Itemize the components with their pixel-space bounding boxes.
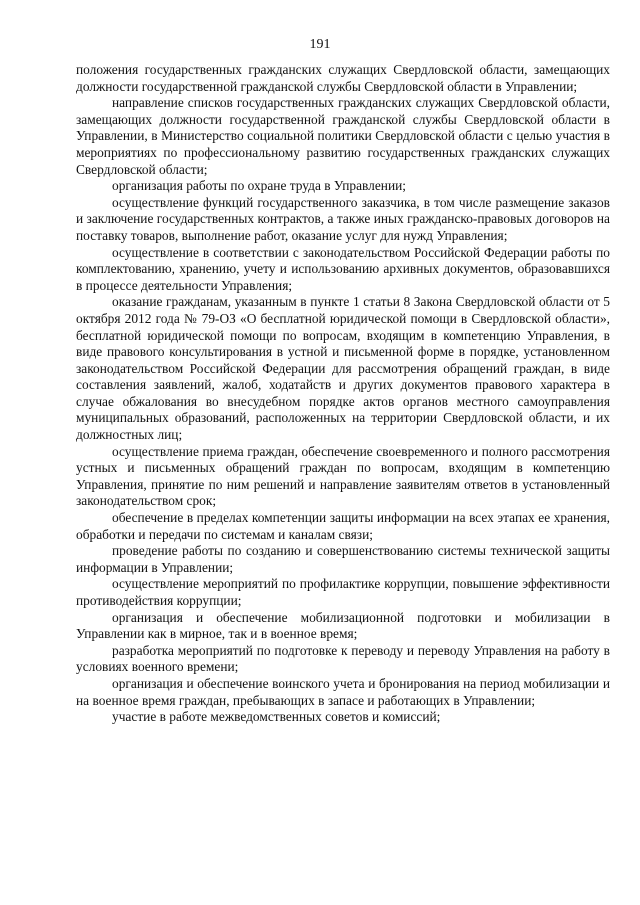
paragraph: осуществление мероприятий по профилактике коррупции, повышение эффективности противодействия коррупции; <box>76 576 610 608</box>
paragraph: оказание гражданам, указанным в пункте 1 статьи 8 Закона Свердловской области от 5 октября 2012 года № 79-ОЗ «О бесплатной юридической помощи в Свердловской области», бесплатной юридической помощи по вопросам, входящим в компетенцию Управления, в виде правового консультирования в устной и письменной форме в порядке, установленном законодательством Российской Федерации для рассмотрения обращений граждан, в виде составления заявлений, жалоб, ходатайств и других документов правового характера в случае обжалования во внесудебном порядке актов органов местного самоуправления муниципальных образований, расположенных на территории Свердловской области, и их должностных лиц; <box>76 294 610 443</box>
paragraph-continuation: положения государственных гражданских служащих Свердловской области, замещающих должности государственной гражданской службы Свердловской области в Управлении; <box>76 62 610 94</box>
paragraph: обеспечение в пределах компетенции защиты информации на всех этапах ее хранения, обработки и передачи по системам и каналам связи; <box>76 510 610 542</box>
paragraph: организация и обеспечение воинского учета и бронирования на период мобилизации и на военное время граждан, пребывающих в запасе и работающих в Управлении; <box>76 675 610 708</box>
paragraph: разработка мероприятий по подготовке к переводу и переводу Управления на работу в условиях военного времени; <box>76 642 610 675</box>
paragraph: осуществление приема граждан, обеспечение своевременного и полного рассмотрения устных и письменных обращений граждан по вопросам, входящим в компетенцию Управления, принятие по ним решений и направление заявителям ответов в установленный законодательством срок; <box>76 443 610 509</box>
paragraph: осуществление в соответствии с законодательством Российской Федерации работы по комплектованию, хранению, учету и использованию архивных документов, образовавшихся в процессе деятельности Управления; <box>76 244 610 293</box>
paragraph: организация и обеспечение мобилизационной подготовки и мобилизации в Управлении как в мирное, так и в военное время; <box>76 609 610 642</box>
paragraph: проведение работы по созданию и совершенствованию системы технической защиты информации в Управлении; <box>76 543 610 575</box>
document-body <box>76 62 610 726</box>
page-number: 191 <box>309 37 331 52</box>
paragraph: организация работы по охране труда в Управлении; <box>112 178 407 194</box>
paragraph: направление списков государственных гражданских служащих Свердловской области, замещающих должности государственной гражданской службы Свердловской области в Управлении, в Министерство социальной политики Свердловской области с целью участия в мероприятиях по профессиональному развитию государственных гражданских служащих Свердловской области; <box>76 95 610 177</box>
paragraph: участие в работе межведомственных советов и комиссий; <box>112 709 441 725</box>
paragraph: осуществление функций государственного заказчика, в том числе размещение заказов и заключение государственных контрактов, а также иных гражданско-правовых договоров на поставку товаров, выполнение работ, оказание услуг для нужд Управления; <box>76 194 610 243</box>
